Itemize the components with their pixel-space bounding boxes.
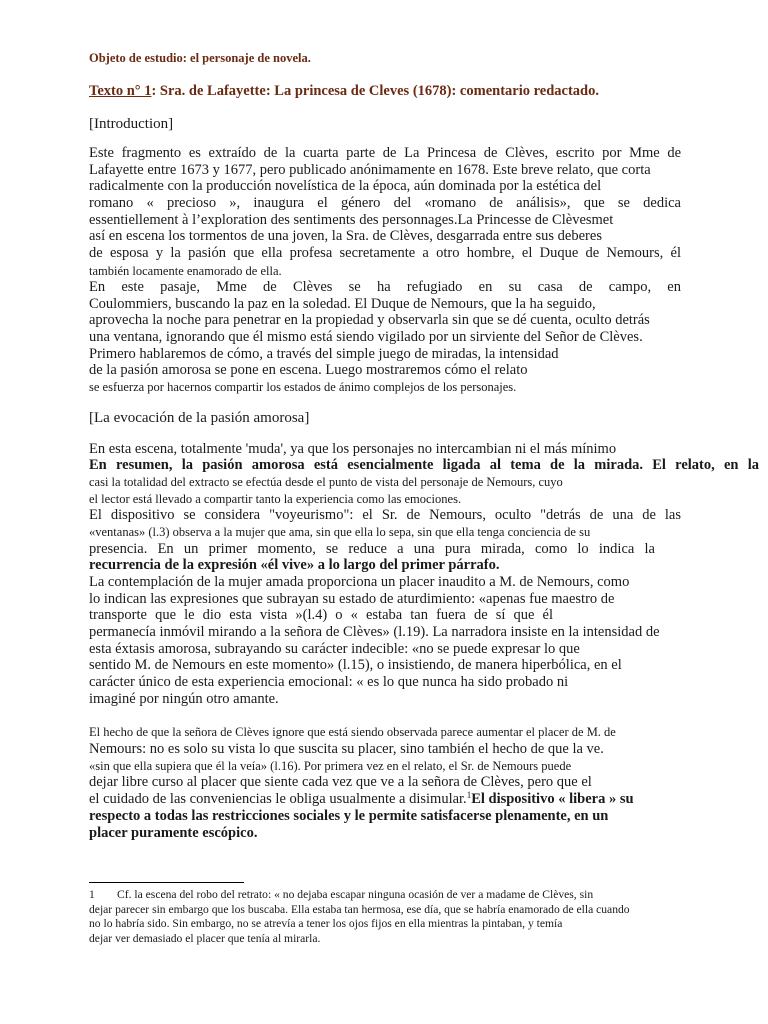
text-line: «ventanas» (l.3) observa a la mujer que ama, sin que ella lo sepa, sin que ella tenga conciencia de su (89, 525, 591, 539)
text-line: El hecho de que la señora de Clèves ignore que está siendo observada parece aumentar el placer de M. de (89, 725, 616, 739)
text-line: una ventana, ignorando que él mismo está siendo vigilado por un sirviente del Señor de Clèves. (89, 329, 643, 345)
text-line: de esposa y la pasión que ella profesa secretamente a otro hombre, el Duque de Nemours, él (89, 245, 681, 261)
text-line: imaginé por ningún otro amante. (89, 691, 279, 707)
text-line: lo indican las expresiones que subrayan su estado de aturdimiento: «apenas fue maestro de (89, 591, 615, 607)
text-line-bold: recurrencia de la expresión «él vive» a lo largo del primer párrafo. (89, 557, 500, 573)
text-line: presencia. En un primer momento, se reduce a una pura mirada, como lo indica la (89, 541, 655, 557)
text-line: permanecía inmóvil mirando a la señora de Clèves» (l.19). La narradora insiste en la intensidad de (89, 624, 660, 640)
title-rest: : Sra. de Lafayette: La princesa de Cleves (1678): comentario redactado. (151, 83, 599, 99)
text-line: romano « precioso », inaugura el género del «romano de análisis», que se dedica (89, 195, 681, 211)
text-line: transporte que le dio esta vista »(l.4) o « estaba tan fuera de sí que él (89, 607, 553, 623)
text-line: sentido M. de Nemours en este momento» (l.15), o insistiendo, de manera hiperbólica, en el (89, 657, 622, 673)
document-title (89, 83, 599, 100)
text-line: así en escena los tormentos de una joven, la Sra. de Clèves, desgarrada entre sus deberes (89, 228, 602, 244)
footnote-line (89, 888, 593, 902)
text-line: se esfuerza por hacernos compartir los estados de ánimo complejos de los personajes. (89, 380, 517, 394)
footnote-ref: 1 (466, 790, 472, 800)
text-line: esta éxtasis amorosa, subrayando su carácter indecible: «no se puede expresar lo que (89, 641, 580, 657)
text-line-bold: placer puramente escópico. (89, 825, 258, 841)
footnote-number: 1 (89, 888, 95, 901)
footnote-text: Cf. la escena del robo del retrato: « no dejaba escapar ninguna ocasión de ver a madame de Clèves, sin (117, 888, 594, 901)
text-line: el lector está llevado a compartir tanto la experiencia como las emociones. (89, 492, 462, 506)
text-line: El dispositivo se considera "voyeurismo": el Sr. de Nemours, oculto "detrás de una de las (89, 507, 681, 523)
text-line: «sin que ella supiera que él la veía» (l.16). Por primera vez en el relato, el Sr. de Nemours puede (89, 759, 572, 773)
text-line: Coulommiers, buscando la paz en la soledad. El Duque de Nemours, que la ha seguido, (89, 296, 596, 312)
text-line: Lafayette entre 1673 y 1677, pero publicado anónimamente en 1678. Este breve relato, que corta (89, 162, 651, 178)
text-line (89, 791, 634, 808)
footnote-line: dejar parecer sin embargo que los buscaba. Ella estaba tan hermosa, ese día, que se habría enamorado de ella cuando (89, 903, 630, 916)
text-line: Este fragmento es extraído de la cuarta parte de La Princesa de Clèves, escrito por Mme de (89, 145, 681, 161)
text-line: essentiellement à l’exploration des sentiments des personnages.La Princesse de Clèvesmet (89, 212, 614, 228)
text-line: también locamente enamorado de ella. (89, 264, 282, 278)
text-line: carácter único de esta experiencia emocional: « es lo que nunca ha sido probado ni (89, 674, 569, 690)
text-span-bold: El dispositivo « libera » su (471, 791, 634, 807)
text-line: En esta escena, totalmente 'muda', ya que los personajes no intercambian ni el más mínimo (89, 441, 617, 457)
text-line: radicalmente con la producción novelística de la época, aún dominada por la estética del (89, 178, 602, 194)
text-line: Primero hablaremos de cómo, a través del simple juego de miradas, la intensidad (89, 346, 559, 362)
text-line: En este pasaje, Mme de Clèves se ha refugiado en su casa de campo, en (89, 279, 681, 295)
text-line: casi la totalidad del extracto se efectúa desde el punto de vista del personaje de Nemours, cuyo (89, 475, 563, 489)
page-header: Objeto de estudio: el personaje de novela. (89, 51, 311, 65)
footnote-line: no lo habría sido. Sin embargo, no se atrevía a tener los ojos fijos en ella mientras la pintaban, y temía (89, 917, 563, 930)
text-line: Nemours: no es solo su vista lo que suscita su placer, sino también el hecho de que la ve. (89, 741, 604, 757)
section-heading-evocacion: [La evocación de la pasión amorosa] (89, 410, 310, 426)
section-heading-introduction: [Introduction] (89, 116, 174, 132)
text-line-bold: En resumen, la pasión amorosa está esencialmente ligada al tema de la mirada. El relato, en la (89, 457, 759, 473)
text-span: el cuidado de las conveniencias le obliga usualmente a disimular. (89, 791, 467, 807)
title-label: Texto n° 1 (89, 83, 152, 99)
text-line: aprovecha la noche para penetrar en la propiedad y observarla sin que se dé cuenta, oculto detrás (89, 312, 650, 328)
text-line: de la pasión amorosa se pone en escena. Luego mostraremos cómo el relato (89, 362, 528, 378)
text-line: dejar libre curso al placer que siente cada vez que ve a la señora de Clèves, pero que el (89, 774, 592, 790)
footnote-line: dejar ver demasiado el placer que tenía al mirarla. (89, 932, 321, 945)
footnote-separator (89, 882, 244, 883)
text-line-bold: respecto a todas las restricciones sociales y le permite satisfacerse plenamente, en un (89, 808, 609, 824)
text-line: La contemplación de la mujer amada proporciona un placer inaudito a M. de Nemours, como (89, 574, 630, 590)
